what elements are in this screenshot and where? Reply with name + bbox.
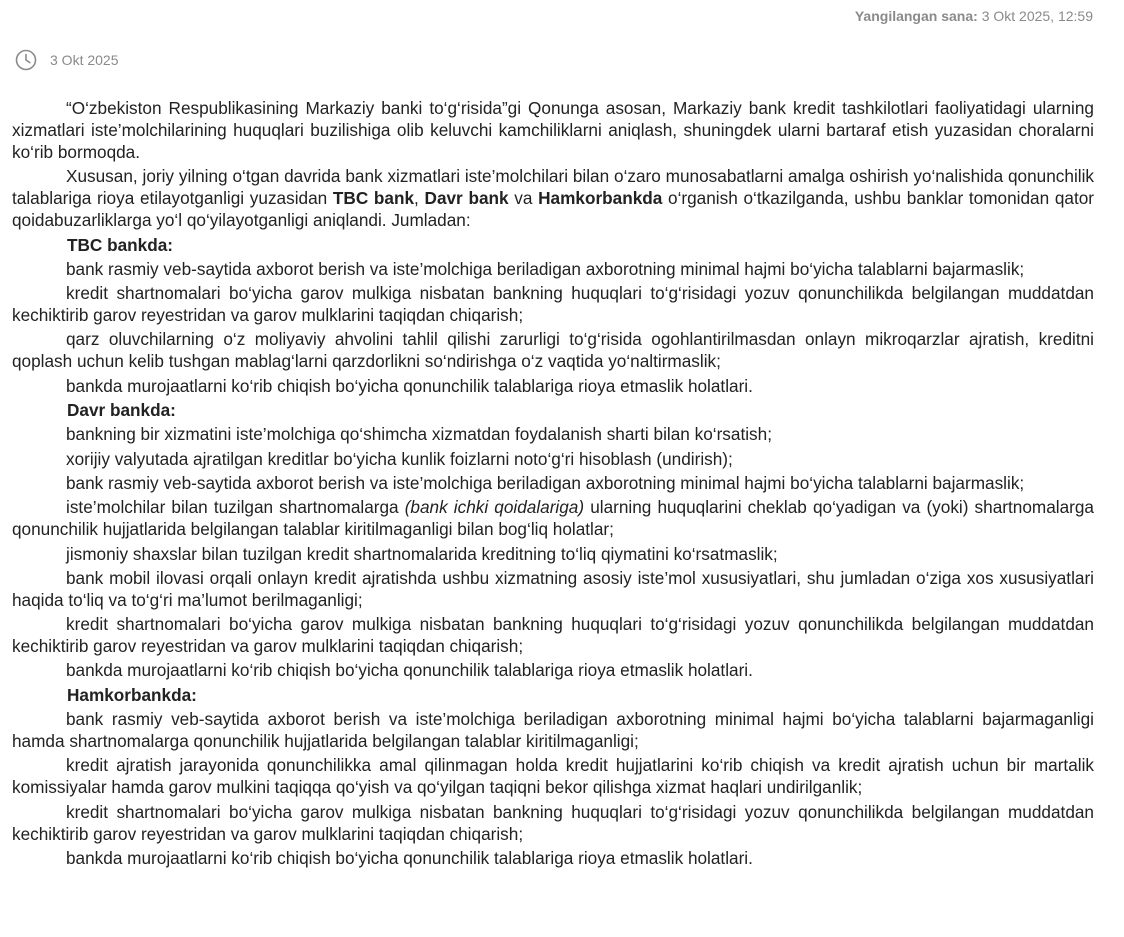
list-item: bank rasmiy veb-saytida axborot berish va iste’molchiga beriladigan axborotning minimal hajmi bo‘yicha talablarni bajarmaganligi hamda shartnomalarga qonunchilik hujjatlarida belgilangan talablar kiritilmaganligi; — [12, 709, 1094, 752]
list-item: bankda murojaatlarni ko‘rib chiqish bo‘yicha qonunchilik talablariga rioya etmaslik holatlari. — [66, 660, 753, 681]
clock-icon — [15, 49, 37, 71]
list-item: jismoniy shaxslar bilan tuzilgan kredit shartnomalarida kreditning to‘liq qiymatini ko‘rsatmaslik; — [66, 543, 778, 564]
section-heading-davr: Davr bankda: — [67, 400, 176, 421]
list-item: bank rasmiy veb-saytida axborot berish va iste’molchiga beriladigan axborotning minimal hajmi bo‘yicha talablarni bajarmaslik; — [66, 472, 1025, 493]
updated-label: Yangilangan sana: — [854, 8, 978, 24]
updated-date — [855, 8, 1093, 24]
updated-value: 3 Okt 2025, 12:59 — [981, 8, 1093, 24]
list-item: bank rasmiy veb-saytida axborot berish va iste’molchiga beriladigan axborotning minimal hajmi bo‘yicha talablarni bajarmaslik; — [66, 258, 1025, 279]
list-item: bankda murojaatlarni ko‘rib chiqish bo‘yicha qonunchilik talablariga rioya etmaslik holatlari. — [66, 375, 753, 396]
list-item: xorijiy valyutada ajratilgan kreditlar bo‘yicha kunlik foizlarni noto‘g‘ri hisoblash (undirish); — [66, 448, 733, 469]
list-item: kredit shartnomalari bo‘yicha garov mulkiga nisbatan bankning huquqlari to‘g‘risidagi yozuv qonunchilikda belgilangan muddatdan kechiktirib garov reyestridan va garov mulklarini taqiqdan chiqarish; — [12, 801, 1094, 844]
list-item: iste’molchilar bilan tuzilgan shartnomalarga (bank ichki qoidalariga) ularning huquqlarini cheklab qo‘yadigan va (yoki) shartnomalarga qonunchilik hujjatlarida belgilangan talablar kiritilmaganligi bilan bog‘liq holatlar; — [12, 497, 1094, 540]
list-item: bankning bir xizmatini iste’molchiga qo‘shimcha xizmatdan foydalanish sharti bilan ko‘rsatish; — [66, 424, 772, 445]
section-heading-hamkor: Hamkorbankda: — [67, 684, 197, 705]
section-heading-tbc: TBC bankda: — [67, 234, 173, 255]
bank-name: TBC bank — [332, 188, 415, 209]
list-item: kredit ajratish jarayonida qonunchilikka amal qilinmagan holda kredit hujjatlarini ko‘rib chiqish va kredit ajratish uchun bir martalik komissiyalar hamda garov mulkini taqiqqa qo‘yish va qo‘yilgan taqiqni bekor qilishga xizmat haqlari undirilganlik; — [12, 755, 1094, 798]
bank-name: Davr bank — [424, 188, 509, 209]
intro-paragraph-2: Xususan, joriy yilning o‘tgan davrida bank xizmatlari iste’molchilari bilan o‘zaro munosabatlarni amalga oshirish yo‘nalishida qonunchilik talablariga rioya etilayotganligi yuzasidan TBC bank, Davr bank va Hamkorbankda o‘rganish o‘tkazilganda, ushbu banklar tomonidan qator qoidabuzarliklarga yo‘l qo‘yilayotganligi aniqlandi. Jumladan: — [12, 166, 1095, 231]
list-item: kredit shartnomalari bo‘yicha garov mulkiga nisbatan bankning huquqlari to‘g‘risidagi yozuv qonunchilikda belgilangan muddatdan kechiktirib garov reyestridan va garov mulklarini taqiqdan chiqarish; — [12, 614, 1094, 657]
publish-date-text: 3 Okt 2025 — [50, 52, 119, 68]
publish-date — [15, 49, 119, 71]
list-item: qarz oluvchilarning o‘z moliyaviy ahvolini tahlil qilishi zarurligi to‘g‘risida ogohlantirilmasdan onlayn mikroqarzlar ajratish, kreditni qoplash uchun kelib tushgan mablag‘larni qarzdorlikni so‘ndirishga o‘z vaqtida yo‘naltirmaslik; — [12, 329, 1094, 372]
italic-note: (bank ichki qoidalariga) — [404, 497, 585, 518]
list-item: bank mobil ilovasi orqali onlayn kredit ajratishda ushbu xizmatning asosiy iste’mol xususiyatlari, shu jumladan o‘ziga xos xususiyatlari haqida to‘liq va to‘g‘ri ma’lumot berilmaganligi; — [12, 567, 1094, 610]
bank-name: Hamkorbankda — [538, 188, 663, 209]
list-item: bankda murojaatlarni ko‘rib chiqish bo‘yicha qonunchilik talablariga rioya etmaslik holatlari. — [66, 847, 753, 868]
intro-paragraph: “O‘zbekiston Respublikasining Markaziy banki to‘g‘risida”gi Qonunga asosan, Markaziy bank kredit tashkilotlari faoliyatidagi ularning xizmatlari iste’molchilarining huquqlari buzilishiga olib keluvchi kamchiliklarni aniqlash, shuningdek ularni bartaraf etish yuzasidan choralarni ko‘rib bormoqda. — [12, 98, 1094, 162]
article-body — [12, 97, 1094, 871]
list-item: kredit shartnomalari bo‘yicha garov mulkiga nisbatan bankning huquqlari to‘g‘risidagi yozuv qonunchilikda belgilangan muddatdan kechiktirib garov reyestridan va garov mulklarini taqiqdan chiqarish; — [12, 283, 1094, 326]
